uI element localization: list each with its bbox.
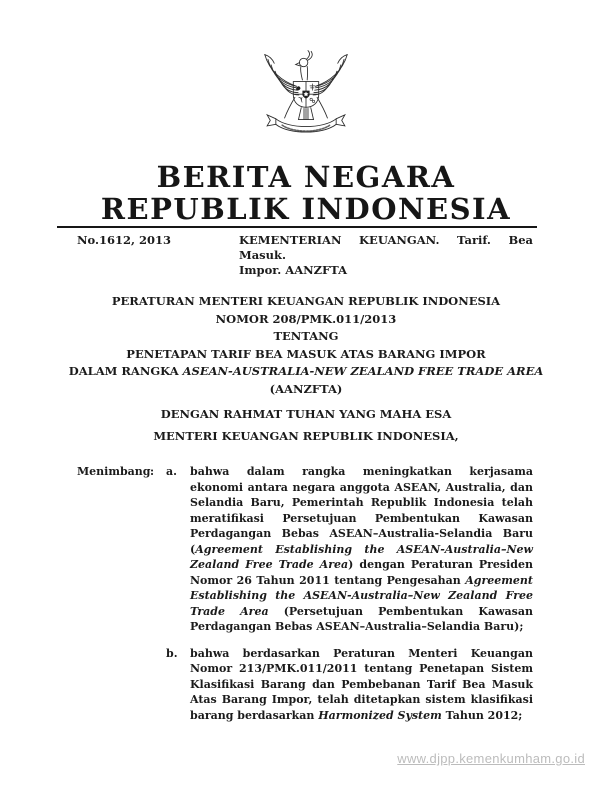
consideration-item-a <box>166 464 533 635</box>
gazette-title-line1: BERITA NEGARA <box>156 160 456 194</box>
regulation-subject-italic: ASEAN-AUSTRALIA-NEW ZEALAND FREE TRADE AREA <box>182 364 544 379</box>
preamble-block <box>40 403 572 447</box>
gazette-header-row <box>77 233 533 278</box>
gazette-subject-line2: Impor. AANZFTA <box>239 263 348 277</box>
authority-line: MENTERI KEUANGAN REPUBLIK INDONESIA, <box>153 429 459 443</box>
gazette-masthead <box>0 162 612 225</box>
masthead-divider-rule <box>57 226 537 228</box>
regulation-title-line1: PERATURAN MENTERI KEUANGAN REPUBLIK INDONESIA <box>111 294 501 308</box>
watermark-link[interactable]: www.djpp.kemenkumham.go.id <box>397 751 585 766</box>
item-text: bahwa dalam rangka meningkatkan kerjasama ekonomi antara negara anggota ASEAN, Australia, dan Selandia Baru, Pemerintah Republik Indonesia telah meratifikasi Persetujuan Pembentukan Kawasan Perdagangan Bebas ASEAN–Australia-Selandia Baru (Agreement Establishing the ASEAN-Australia–New Zealand Free Trade Area) dengan Peraturan Presiden Nomor 26 Tahun 2011 tentang Pengesahan Agreement Establishing the ASEAN-Australia–New Zealand Free Trade Area (Persetujuan Pembentukan Kawasan Perdagangan Bebas ASEAN–Australia–Selandia Baru); <box>190 465 533 633</box>
considerations-colon: : <box>150 465 155 478</box>
considerations-items <box>166 464 533 723</box>
regulation-number: NOMOR 208/PMK.011/2013 <box>215 311 397 326</box>
consideration-item-b <box>166 646 533 724</box>
considerations-section <box>77 464 533 734</box>
regulation-subject-line1: PENETAPAN TARIF BEA MASUK ATAS BARANG IMPOR <box>126 346 486 361</box>
item-letter: a. <box>166 465 177 478</box>
invocation-line: DENGAN RAHMAT TUHAN YANG MAHA ESA <box>160 407 452 421</box>
item-letter: b. <box>166 646 178 660</box>
gazette-subject <box>239 233 533 278</box>
national-emblem <box>258 45 354 145</box>
garuda-pancasila-icon <box>258 45 354 145</box>
regulation-subject-line2: DALAM RANGKA ASEAN-AUSTRALIA-NEW ZEALAND FREE TRADE AREA <box>68 364 544 379</box>
issue-number: No.1612, 2013 <box>77 233 172 247</box>
gazette-subject-line1: KEMENTERIAN KEUANGAN. Tarif. Bea Masuk. <box>239 233 533 262</box>
considerations-label: Menimbang <box>77 465 151 478</box>
gazette-title-line2: REPUBLIK INDONESIA <box>100 191 512 226</box>
regulation-title-block <box>40 293 572 399</box>
regulation-abbreviation: (AANZFTA) <box>269 381 343 396</box>
regulation-tentang: TENTANG <box>273 329 339 344</box>
item-text: bahwa berdasarkan Peraturan Menteri Keuangan Nomor 213/PMK.011/2011 tentang Penetapan Sistem Klasifikasi Barang dan Pembebanan Tarif Bea Masuk Atas Barang Impor, telah ditetapkan sistem klasifikasi barang berdasarkan Harmonized System Tahun 2012; <box>190 646 533 722</box>
